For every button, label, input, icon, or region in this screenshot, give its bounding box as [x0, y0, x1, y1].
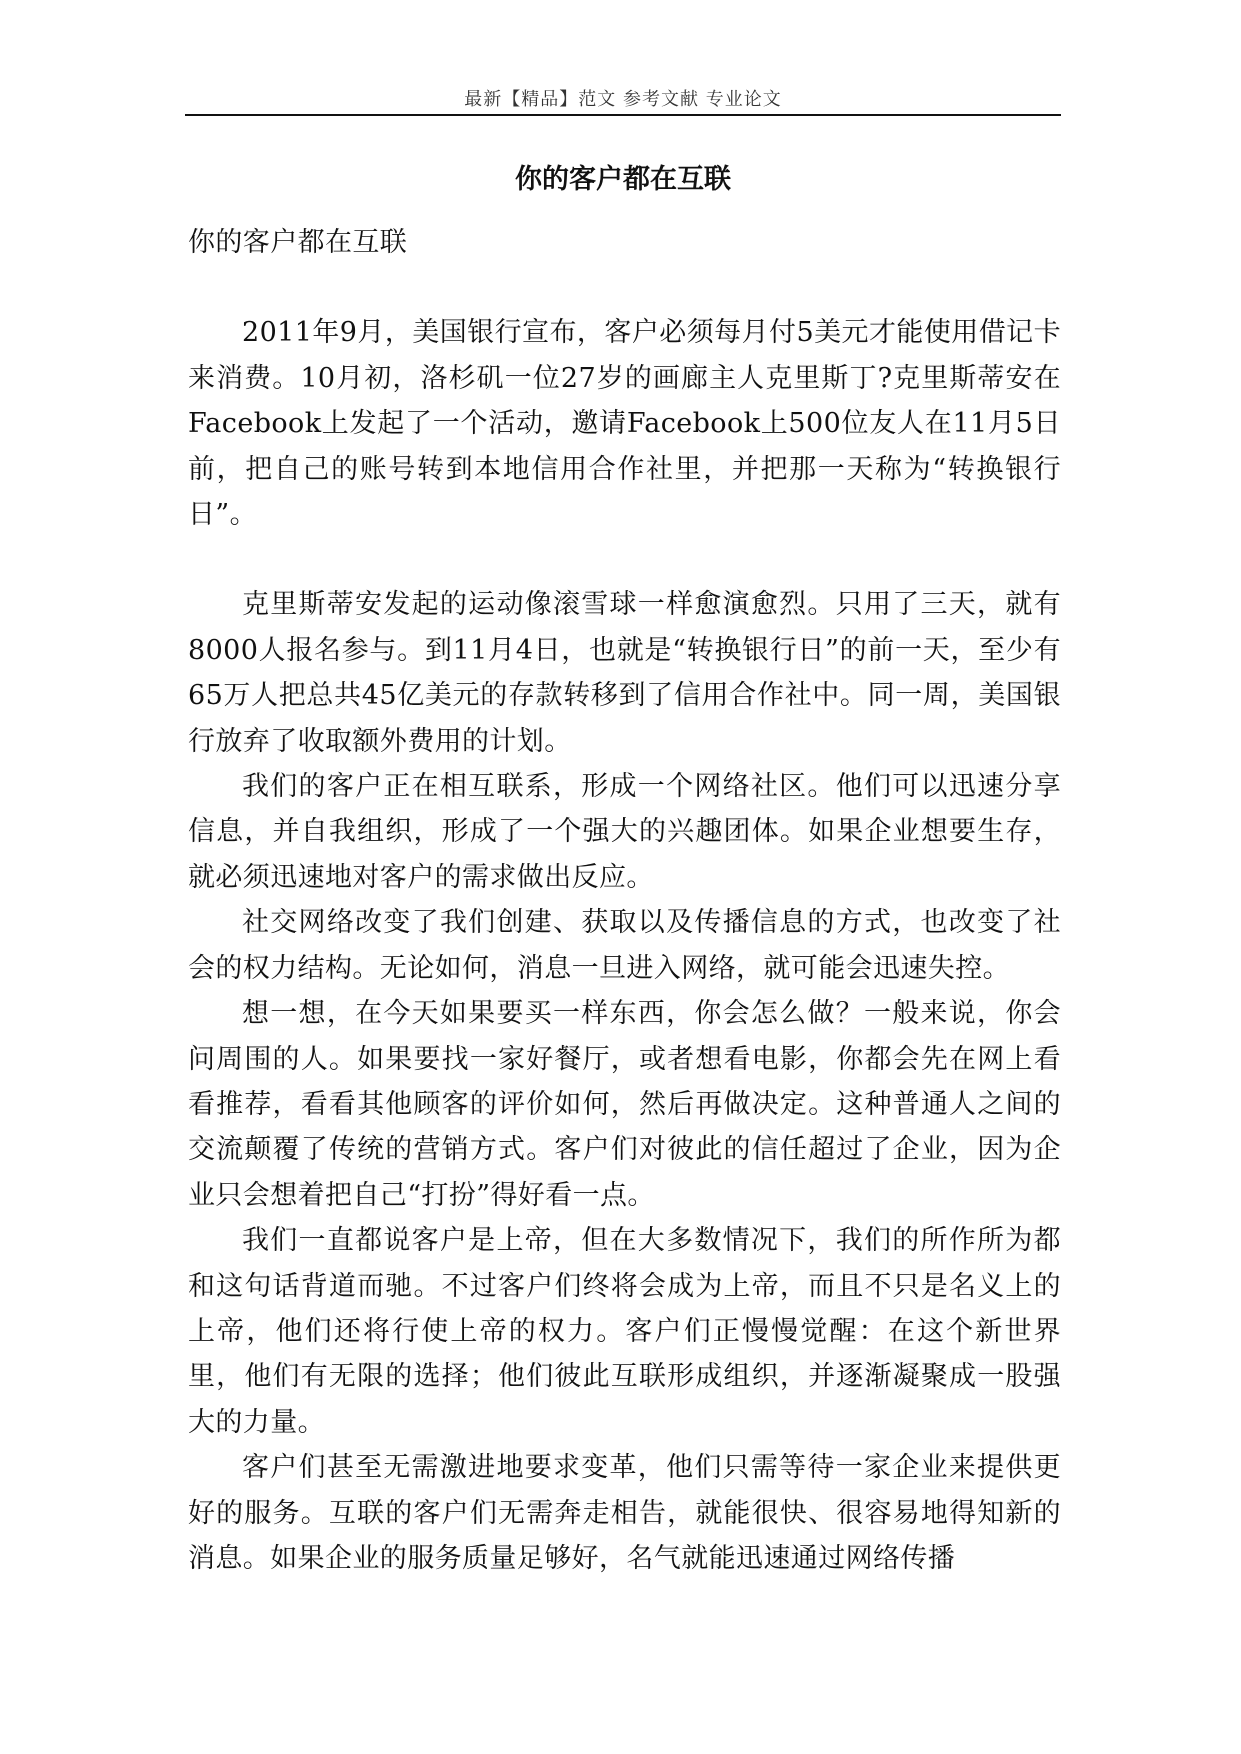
paragraph: 客户们甚至无需激进地要求变革，他们只需等待一家企业来提供更好的服务。互联的客户们无需奔走相告，就能很快、很容易地得知新的消息。如果企业的服务质量足够好，名气就能迅速通过网络传播 — [188, 1452, 1061, 1574]
document-subtitle: 你的客户都在互联 — [188, 227, 408, 258]
paragraph: 我们一直都说客户是上帝，但在大多数情况下，我们的所作所为都和这句话背道而驰。不过客户们终将会成为上帝，而且不只是名义上的上帝，他们还将行使上帝的权力。客户们正慢慢觉醒：在这个新世界里，他们有无限的选择；他们彼此互联形成组织，并逐渐凝聚成一股强大的力量。 — [188, 1225, 1061, 1438]
paragraph: 我们的客户正在相互联系，形成一个网络社区。他们可以迅速分享信息，并自我组织，形成了一个强大的兴趣团体。如果企业想要生存，就必须迅速地对客户的需求做出反应。 — [188, 771, 1061, 893]
page-header: 最新【精品】范文 参考文献 专业论文 — [464, 89, 782, 110]
paragraph: 克里斯蒂安发起的运动像滚雪球一样愈演愈烈。只用了三天，就有8000人报名参与。到11月4日，也就是“转换银行日”的前一天，至少有65万人把总共45亿美元的存款转移到了信用合作社中。同一周，美国银行放弃了收取额外费用的计划。 — [188, 589, 1061, 757]
paragraph: 想一想，在今天如果要买一样东西，你会怎么做？一般来说，你会问周围的人。如果要找一家好餐厅，或者想看电影，你都会先在网上看看推荐，看看其他顾客的评价如何，然后再做决定。这种普通人之间的交流颠覆了传统的营销方式。客户们对彼此的信任超过了企业，因为企业只会想着把自己“打扮”得好看一点。 — [188, 998, 1061, 1211]
spacer — [188, 537, 1061, 582]
spacer — [188, 265, 1061, 310]
paragraph: 社交网络改变了我们创建、获取以及传播信息的方式，也改变了社会的权力结构。无论如何，消息一旦进入网络，就可能会迅速失控。 — [188, 907, 1061, 984]
paragraph: 2011年9月，美国银行宣布，客户必须每月付5美元才能使用借记卡来消费。10月初，洛杉矶一位27岁的画廊主人克里斯丁?克里斯蒂安在Facebook上发起了一个活动，邀请Facebook上500位友人在11月5日前，把自己的账号转到本地信用合作社里，并把那一天称为“转换银行日”。 — [188, 317, 1061, 531]
document-body — [188, 220, 1061, 1581]
header-divider — [185, 114, 1061, 116]
document-title: 你的客户都在互联 — [515, 164, 731, 195]
